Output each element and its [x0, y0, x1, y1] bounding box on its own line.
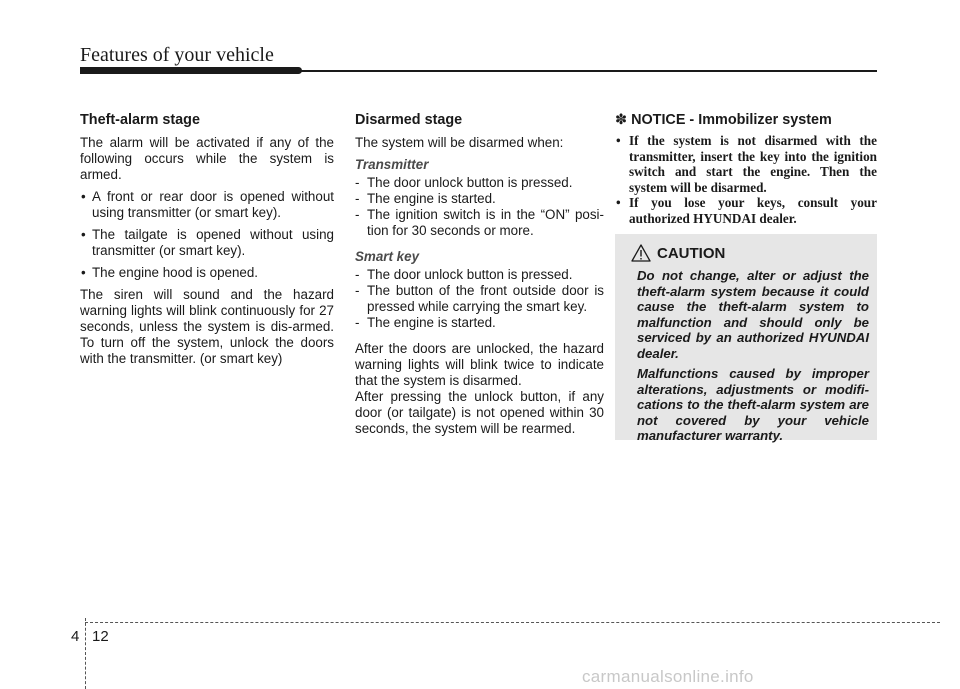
disarmed-section: [355, 111, 604, 443]
theft-alarm-intro: The alarm will be activated if any of the following occurs while the system is armed.: [80, 135, 334, 182]
theft-alarm-section: [80, 111, 334, 373]
list-item: • The tailgate is opened without using transmitter (or smart key).: [80, 227, 334, 259]
caution-box: [615, 234, 877, 443]
caution-label: CAUTION: [657, 244, 726, 262]
list-item: • If the system is not disarmed with the transmitter, insert the key into the ignition switch and start the engine. Then the system will be disarmed.: [615, 133, 877, 195]
disarmed-paragraph-2: After pressing the unlock button, if any door (or tailgate) is not opened within 30 seconds, the system will be rearmed.: [355, 389, 604, 436]
smart-key-subheading: Smart key: [355, 249, 420, 264]
notice-keyword: NOTICE: [631, 112, 686, 128]
list-item: - The door unlock button is pressed.: [355, 175, 604, 191]
chapter-number: 4: [71, 628, 80, 645]
list-item: - The ignition switch is in the “ON” posi-tion for 30 seconds or more.: [355, 207, 604, 239]
list-item: - The engine is started.: [355, 315, 604, 331]
list-item: • The engine hood is opened.: [80, 265, 334, 281]
disarmed-paragraph-1: After the doors are unlocked, the hazard warning lights will blink twice to indicate that the system is disarmed.: [355, 341, 604, 388]
footer-divider-vertical: [85, 618, 86, 689]
notice-list: [615, 133, 877, 226]
list-item: • A front or rear door is opened without using transmitter (or smart key).: [80, 189, 334, 221]
caution-paragraph-2: Malfunctions caused by improper alterations, adjustments or modifi-cations to the theft-alarm system are not covered by your vehicle manufacturer warranty.: [637, 366, 869, 443]
list-item: - The engine is started.: [355, 191, 604, 207]
notice-title: - Immobilizer system: [685, 112, 832, 128]
notice-mark-icon: ✽: [615, 112, 628, 128]
watermark: carmanualsonline.info: [582, 667, 754, 686]
theft-alarm-body: The siren will sound and the hazard warning lights will blink continuously for 27 seconds, unless the system is dis-armed. To turn off the system, unlock the doors with the transmitter. (or smart key): [80, 287, 334, 366]
transmitter-list: [355, 175, 604, 239]
list-item: - The door unlock button is pressed.: [355, 267, 604, 283]
caution-header: [631, 242, 869, 264]
disarmed-intro: The system will be disarmed when:: [355, 135, 564, 150]
notice-section: [615, 111, 877, 226]
header-rule-thick: [80, 67, 302, 74]
header-title: Features of your vehicle: [80, 44, 274, 66]
list-item: - The button of the front outside door is pressed while carrying the smart key.: [355, 283, 604, 315]
theft-alarm-heading: Theft-alarm stage: [80, 112, 200, 128]
footer-divider-horizontal: [85, 622, 940, 623]
theft-alarm-conditions: [80, 189, 334, 281]
warning-triangle-icon: [631, 244, 651, 262]
caution-paragraph-1: Do not change, alter or adjust the theft-alarm system because it could cause the theft-alarm system to malfunction and should only be serviced by an authorized HYUNDAI dealer.: [637, 268, 869, 361]
list-item: • If you lose your keys, consult your authorized HYUNDAI dealer.: [615, 195, 877, 226]
page-number: 12: [92, 628, 109, 645]
disarmed-heading: Disarmed stage: [355, 112, 463, 128]
notice-heading: [615, 111, 877, 129]
smart-key-list: [355, 267, 604, 331]
transmitter-subheading: Transmitter: [355, 157, 429, 172]
header-rule-thin: [300, 70, 877, 72]
